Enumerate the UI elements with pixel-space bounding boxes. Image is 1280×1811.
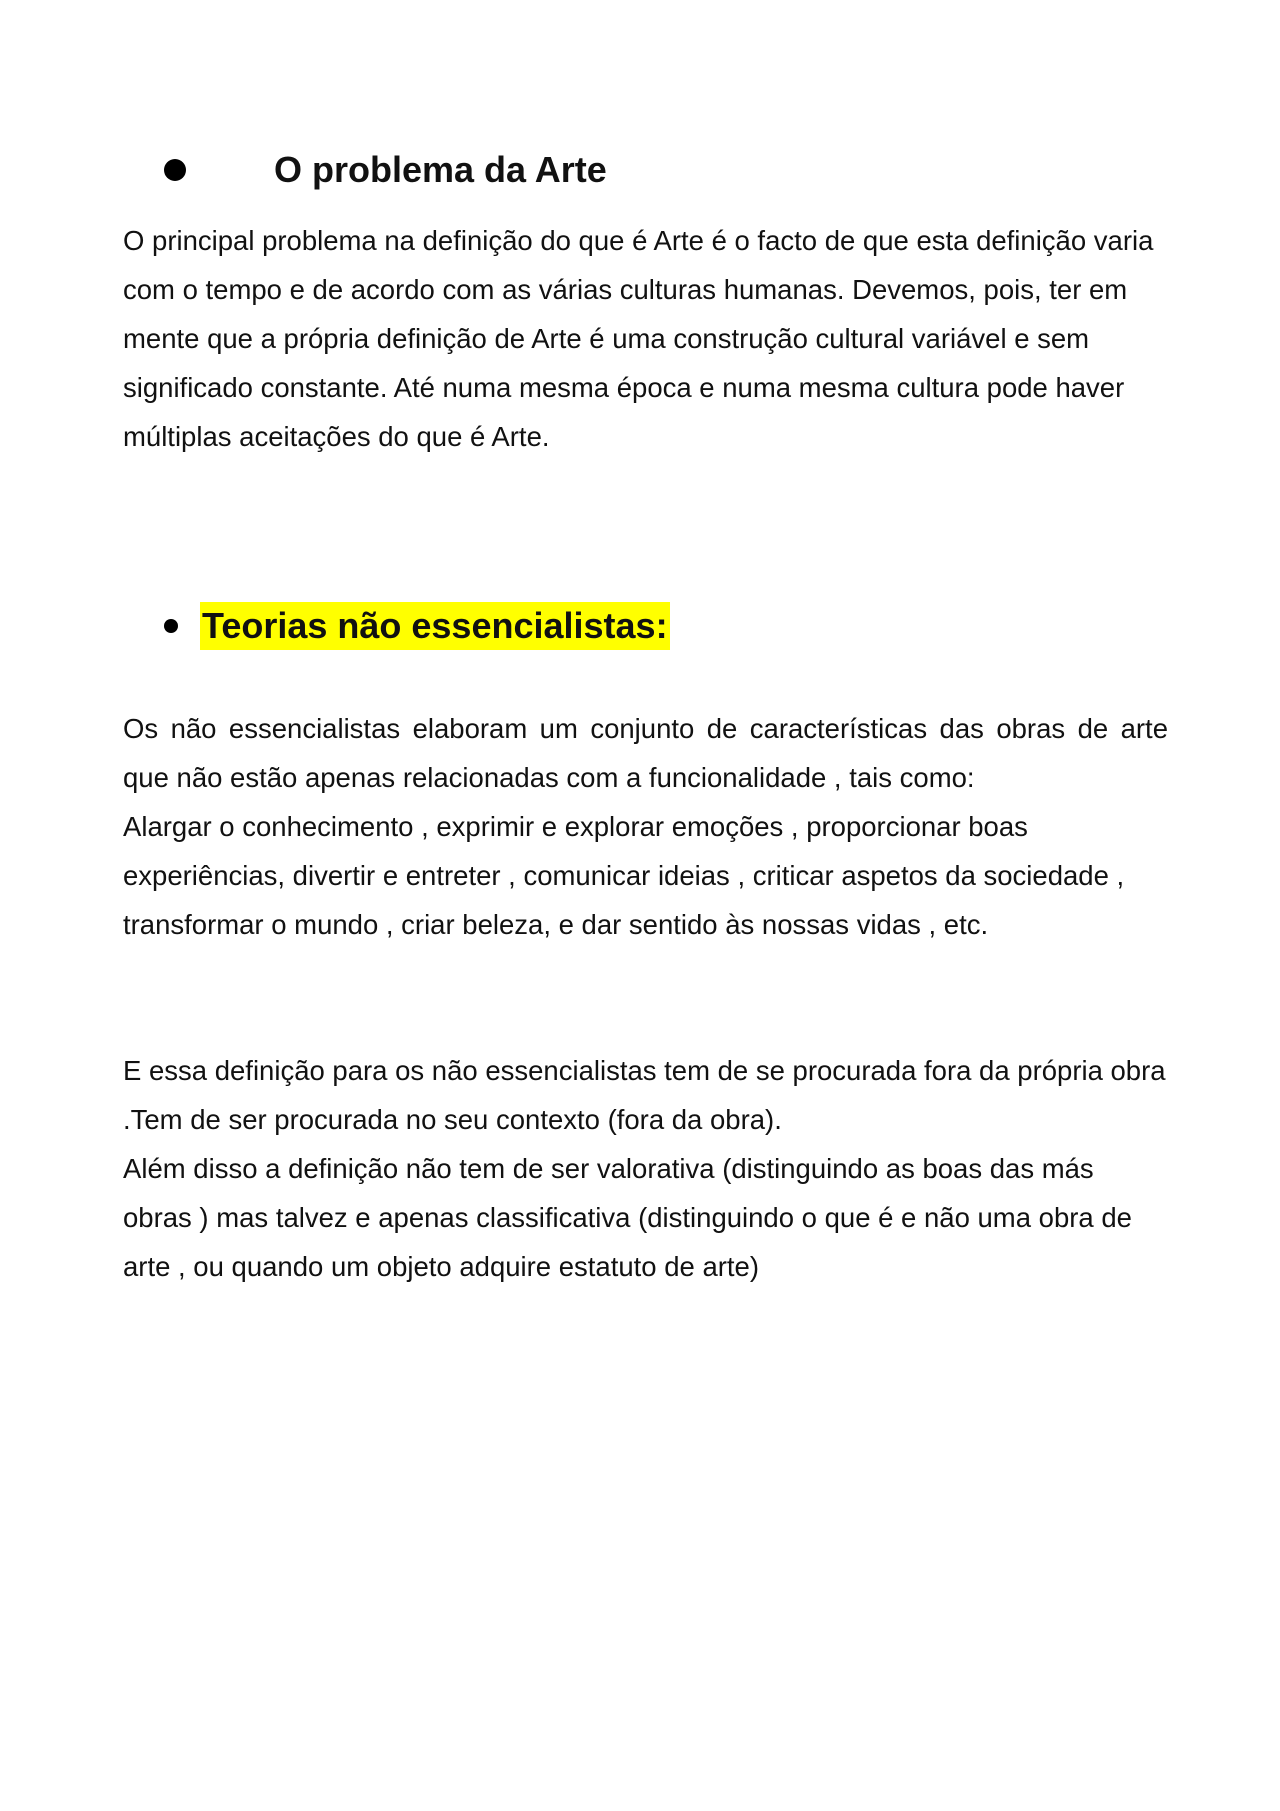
paragraph: O principal problema na definição do que é Arte é o facto de que esta definição varia com o tempo e de acordo com as várias culturas humanas. Devemos, pois, ter em mente que a própria definição de Arte é uma construção cultural variável e sem significado constante. Até numa mesma época e numa mesma cultura pode haver múltiplas aceitações do que é Arte. [123,225,1154,452]
section-heading-problema [164,148,607,192]
paragraph-block [123,1046,1168,1291]
paragraph-block [123,704,1168,949]
bullet-icon [164,159,186,181]
paragraph: Alargar o conhecimento , exprimir e explorar emoções , proporcionar boas experiências, divertir e entreter , comunicar ideias , criticar aspetos da sociedade , transformar o mundo , criar beleza, e dar sentido às nossas vidas , etc. [123,811,1125,940]
section-heading-teorias [164,602,670,650]
highlighted-heading-text: Teorias não essencialistas: [200,602,670,650]
paragraph: Os não essencialistas elaboram um conjunto de características das obras de arte que não estão apenas relacionadas com a funcionalidade , tais como: [123,713,1168,793]
paragraph: E essa definição para os não essencialistas tem de se procurada fora da própria obra .Tem de ser procurada no seu contexto (fora da obra). [123,1055,1166,1135]
heading-text: O problema da Arte [274,149,607,190]
paragraph-block [123,216,1168,461]
bullet-icon [164,619,178,633]
paragraph: Além disso a definição não tem de ser valorativa (distinguindo as boas das más obras ) mas talvez e apenas classificativa (distinguindo o que é e não uma obra de arte , ou quando um objeto adquire estatuto de arte) [123,1153,1132,1282]
